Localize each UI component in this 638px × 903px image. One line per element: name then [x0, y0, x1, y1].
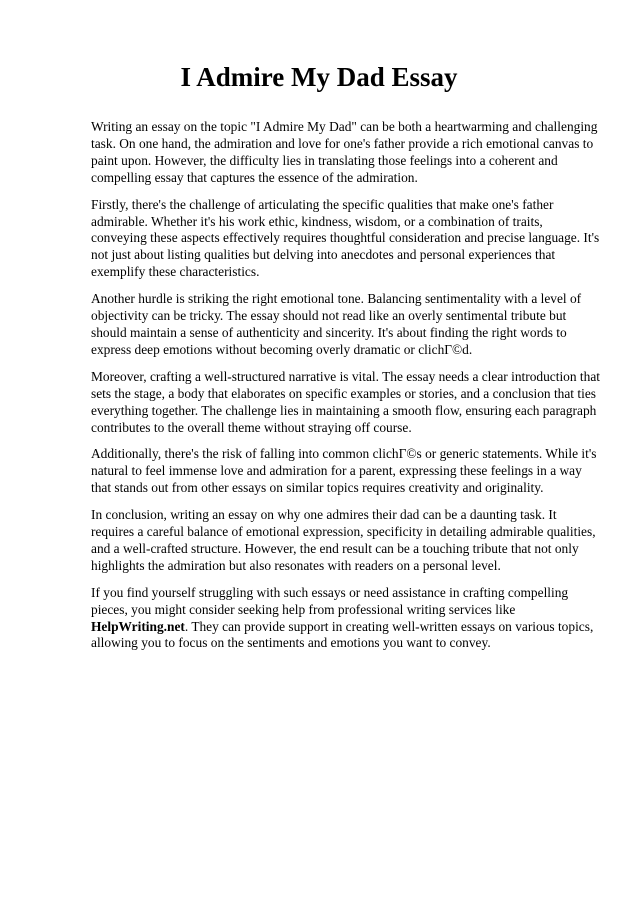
page-title: I Admire My Dad Essay: [180, 62, 458, 92]
paragraph-cliches: Additionally, there's the risk of falling into common clichΓ©s or generic statements. While it's natural to feel immense love and admiration for a parent, expressing these feelings in a way that stands out from other essays on similar topics requires creativity and originality.: [91, 446, 597, 496]
paragraph-help: [91, 585, 601, 653]
paragraph-conclusion: In conclusion, writing an essay on why one admires their dad can be a daunting task. It requires a careful balance of emotional expression, specificity in detailing admirable qualities, and a well-crafted structure. However, the end result can be a touching tribute that not only highlights the admiration but also resonates with readers on a personal level.: [91, 507, 596, 573]
paragraph-structure: Moreover, crafting a well-structured narrative is vital. The essay needs a clear introduction that sets the stage, a body that elaborates on specific examples or stories, and a conclusion that ties everything together. The challenge lies in maintaining a smooth flow, ensuring each paragraph contributes to the overall theme without straying off course.: [91, 368, 600, 435]
paragraph-qualities: Firstly, there's the challenge of articulating the specific qualities that make one's father admirable. Whether it's his work ethic, kindness, wisdom, or a combination of traits, conveying these aspects effectively requires thoughtful consideration and precise language. It's not just about listing qualities but delving into anecdotes and personal experiences that exemplify these characteristics.: [91, 196, 600, 280]
help-text-after-link: . They can provide support in creating well-written essays on various topics, allowing you to focus on the sentiments and emotions you want to convey.: [91, 618, 594, 651]
essay-body: [91, 119, 601, 662]
help-text-before-link: If you find yourself struggling with such essays or need assistance in crafting compelling pieces, you might consider seeking help from professional writing services like: [91, 584, 569, 617]
helpwriting-link[interactable]: HelpWriting.net: [91, 618, 185, 634]
paragraph-intro: Writing an essay on the topic "I Admire My Dad" can be both a heartwarming and challenging task. On one hand, the admiration and love for one's father provide a rich emotional canvas to paint upon. However, the difficulty lies in translating those feelings into a coherent and compelling essay that captures the essence of the admiration.: [91, 119, 598, 185]
paragraph-emotional-tone: Another hurdle is striking the right emotional tone. Balancing sentimentality with a level of objectivity can be tricky. The essay should not read like an overly sentimental tribute but should maintain a sense of authenticity and sincerity. It's about finding the right words to express deep emotions without becoming overly dramatic or clichΓ©d.: [91, 291, 582, 357]
